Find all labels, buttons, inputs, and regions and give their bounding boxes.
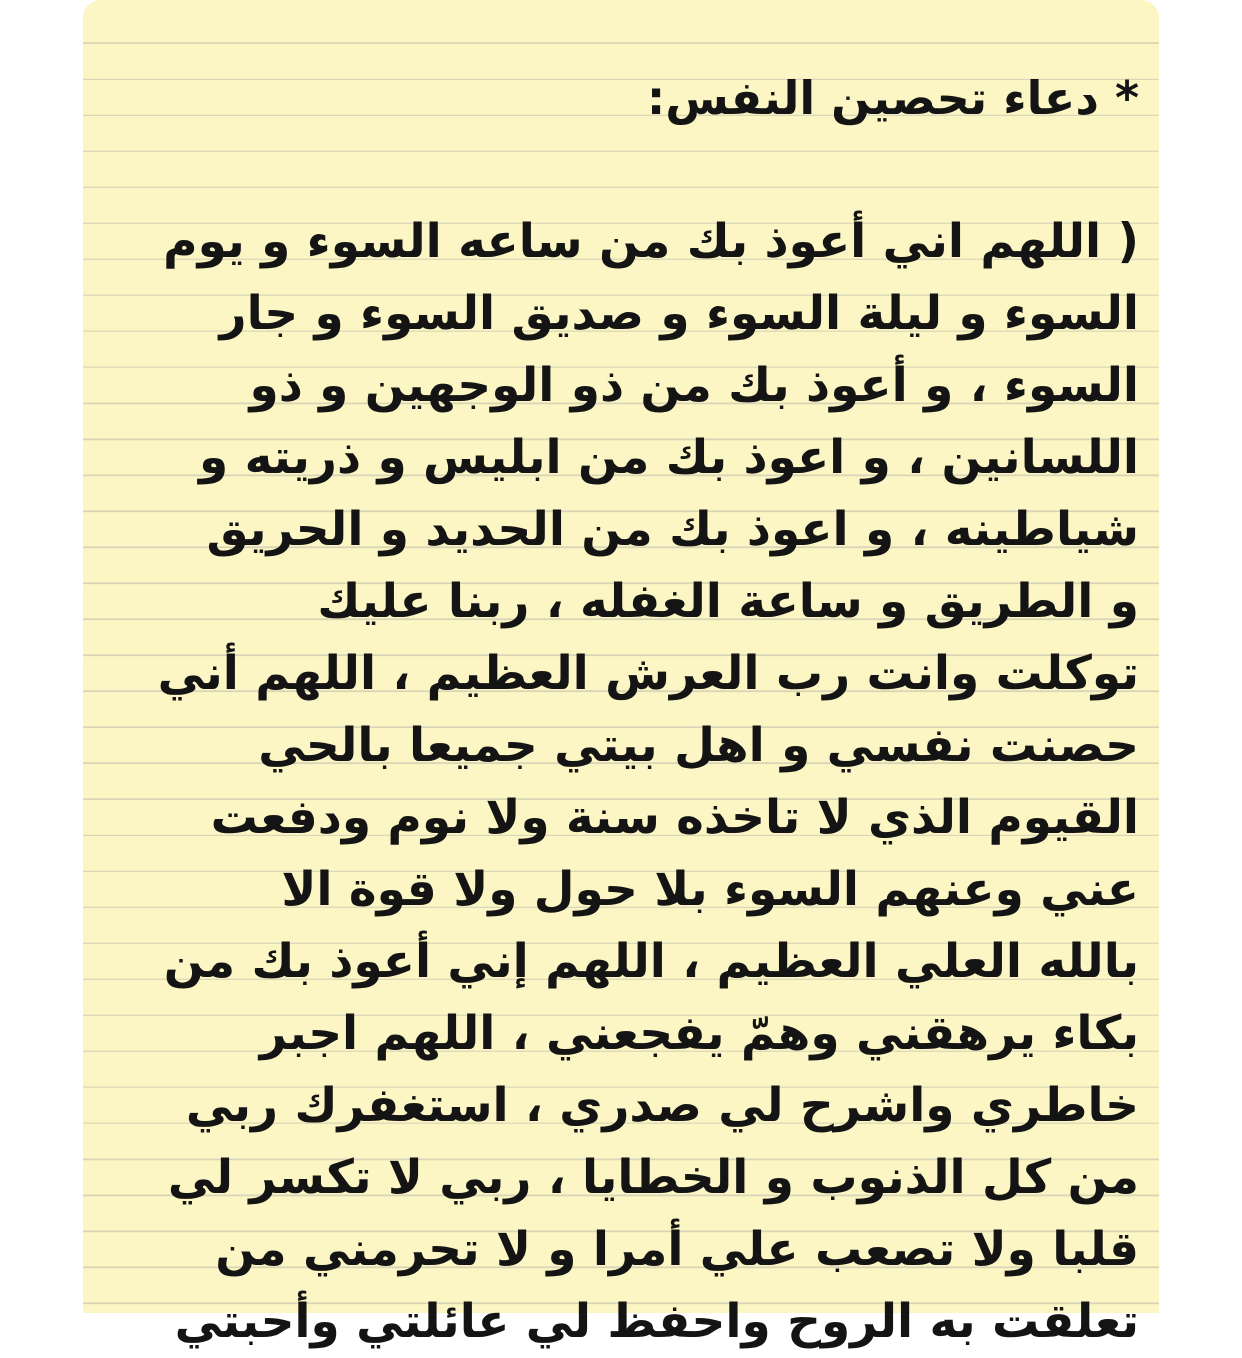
note-line: اللسانين ، و اعوذ بك من ابليس و ذريته و [199,430,1139,485]
note-line: بكاء يرهقني وهمّ يفجعني ، اللهم اجبر [259,1006,1139,1061]
note-line: القيوم الذي لا تاخذه سنة ولا نوم ودفعت [210,790,1139,845]
note-line: من كل الذنوب و الخطايا ، ربي لا تكسر لي [167,1150,1139,1205]
note-line: توكلت وانت رب العرش العظيم ، اللهم أني [157,646,1139,701]
note-line: بالله العلي العظيم ، اللهم إني أعوذ بك من [163,934,1139,989]
notes-page [83,0,1159,1349]
note-line: حصنت نفسي و اهل بيتي جميعا بالحي [258,718,1139,773]
note-line: تعلقت به الروح واحفظ لي عائلتي وأحبتي [174,1294,1139,1349]
note-line: قلبا ولا تصعب علي أمرا و لا تحرمني من [215,1222,1139,1277]
blank-line [123,134,1139,206]
note-content [123,62,1139,1358]
note-title: * دعاء تحصين النفس: [646,71,1139,125]
note-line: خاطري واشرح لي صدري ، استغفرك ربي [185,1078,1139,1133]
note-line: شياطينه ، و اعوذ بك من الحديد و الحريق [206,502,1139,557]
note-line: السوء و ليلة السوء و صديق السوء و جار [219,286,1139,341]
note-line: عني وعنهم السوء بلا حول ولا قوة الا [281,862,1139,917]
note-line: السوء ، و أعوذ بك من ذو الوجهين و ذو [249,358,1139,413]
note-line: ( اللهم اني أعوذ بك من ساعه السوء و يوم [163,214,1139,269]
note-line: و الطريق و ساعة الغفله ، ربنا عليك [317,574,1139,629]
